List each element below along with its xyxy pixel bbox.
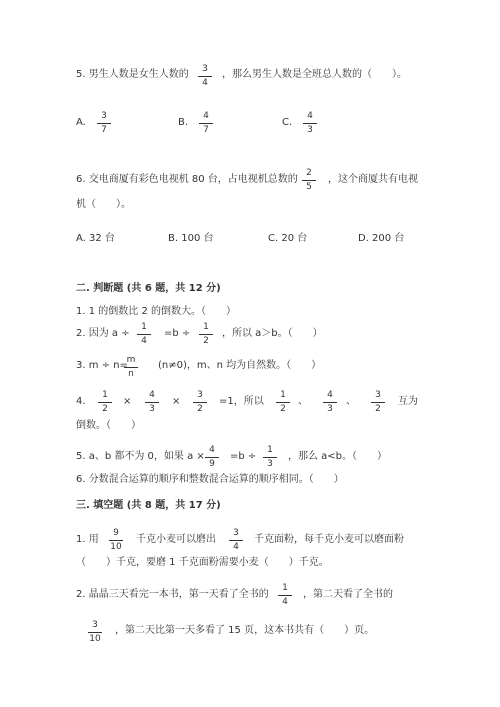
s2-q4-fraction-1: 1 2 — [98, 390, 112, 415]
q5-text-a: 5. 男生人数是女生人数的 — [76, 69, 189, 80]
s2-q4-separator-1: 、 — [298, 396, 308, 407]
s2-q4-separator-2: 、 — [346, 396, 356, 407]
s2-q5-text-c: ，那么 a<b。（ ） — [288, 451, 388, 462]
q5-option-c-fraction: 4 3 — [303, 111, 317, 136]
s2-q6: 6. 分数混合运算的顺序和整数混合运算的顺序相同。（ ） — [76, 474, 344, 485]
s2-q4-fraction-2: 4 3 — [145, 390, 159, 415]
q5-fraction: 3 4 — [198, 64, 212, 89]
q6-text-b: ，这个商厦共有电视 — [328, 174, 418, 185]
q6-line2: 机（ ）。 — [76, 199, 131, 210]
s2-q3-text-a: 3. m ÷ n= — [76, 360, 128, 371]
q5-option-b-label: B. — [178, 117, 189, 128]
q5-option-b-fraction: 4 7 — [199, 111, 213, 136]
q6-text-a: 6. 交电商厦有彩色电视机 80 台，占电视机总数的 — [76, 174, 298, 185]
s3-q1-fraction-2: 3 4 — [229, 528, 243, 553]
s3-q1-fraction-1: 9 10 — [110, 528, 122, 552]
q5-option-c-label: C. — [282, 117, 293, 128]
s3-q1-text-a: 1. 用 — [76, 534, 99, 545]
s3-q1-line2: （ ）千克，要磨 1 千克面粉需要小麦（ ）千克。 — [76, 557, 329, 568]
s2-q4-line2: 倒数。（ ） — [76, 420, 141, 431]
s3-q1-text-c: 千克面粉，每千克小麦可以磨面粉 — [254, 534, 404, 545]
s2-q2-text-c: ，所以 a＞b。（ ） — [222, 328, 323, 339]
q6-option-c: C. 20 台 — [268, 233, 308, 244]
s3-q2-text-b: ，第二天看了全书的 — [303, 589, 393, 600]
s2-q5-text-a: 5. a、b 都不为 0，如果 a × — [76, 451, 205, 462]
s2-q4-fraction-4: 1 2 — [276, 390, 290, 415]
q5-option-a-label: A. — [76, 117, 86, 128]
section2-title: 二. 判断题 (共 6 题，共 12 分) — [76, 283, 221, 294]
s2-q2-fraction-1: 1 4 — [137, 322, 151, 347]
s2-q3-fraction: m n — [124, 355, 138, 380]
section3-title: 三. 填空题 (共 8 题，共 17 分) — [76, 500, 221, 511]
s2-q5-fraction-2: 1 3 — [263, 445, 277, 470]
s2-q3-text-b: (n≠0)，m、n 均为自然数。（ ） — [158, 360, 322, 371]
q6-fraction: 2 5 — [302, 168, 316, 193]
s2-q5-text-b: =b ÷ — [230, 451, 257, 462]
s2-q2-fraction-2: 1 2 — [199, 322, 213, 347]
s2-q4-fraction-3: 3 2 — [193, 390, 207, 415]
s2-q4-times-1: × — [123, 396, 132, 407]
s3-q2-fraction-1: 1 4 — [278, 583, 292, 608]
s2-q4-fraction-6: 3 2 — [371, 390, 385, 415]
s2-q1: 1. 1 的倒数比 2 的倒数大。（ ） — [76, 306, 236, 317]
q5-option-a-fraction: 3 7 — [97, 111, 111, 136]
s2-q4-times-2: × — [172, 396, 181, 407]
q5-text-b: ，那么男生人数是全班总人数的（ ）。 — [222, 69, 407, 80]
s3-q1-text-b: 千克小麦可以磨出 — [136, 534, 216, 545]
s3-q2-fraction-2: 3 10 — [89, 620, 101, 644]
s3-q2-text-a: 2. 晶晶三天看完一本书，第一天看了全书的 — [76, 589, 269, 600]
s2-q2-text-b: =b ÷ — [164, 328, 191, 339]
s2-q4-text-a: 4. — [76, 396, 86, 407]
s3-q2-text-c: ，第二天比第一天多看了 15 页，这本书共有（ ）页。 — [115, 625, 375, 636]
s2-q4-text-b: =1，所以 — [219, 396, 264, 407]
s2-q2-text-a: 2. 因为 a ÷ — [76, 328, 130, 339]
s2-q4-text-c: 互为 — [398, 396, 418, 407]
q6-option-a: A. 32 台 — [76, 233, 115, 244]
s2-q5-fraction-1: 4 9 — [205, 445, 219, 470]
q6-option-b: B. 100 台 — [168, 233, 214, 244]
s2-q4-fraction-5: 4 3 — [323, 390, 337, 415]
q6-option-d: D. 200 台 — [358, 233, 405, 244]
